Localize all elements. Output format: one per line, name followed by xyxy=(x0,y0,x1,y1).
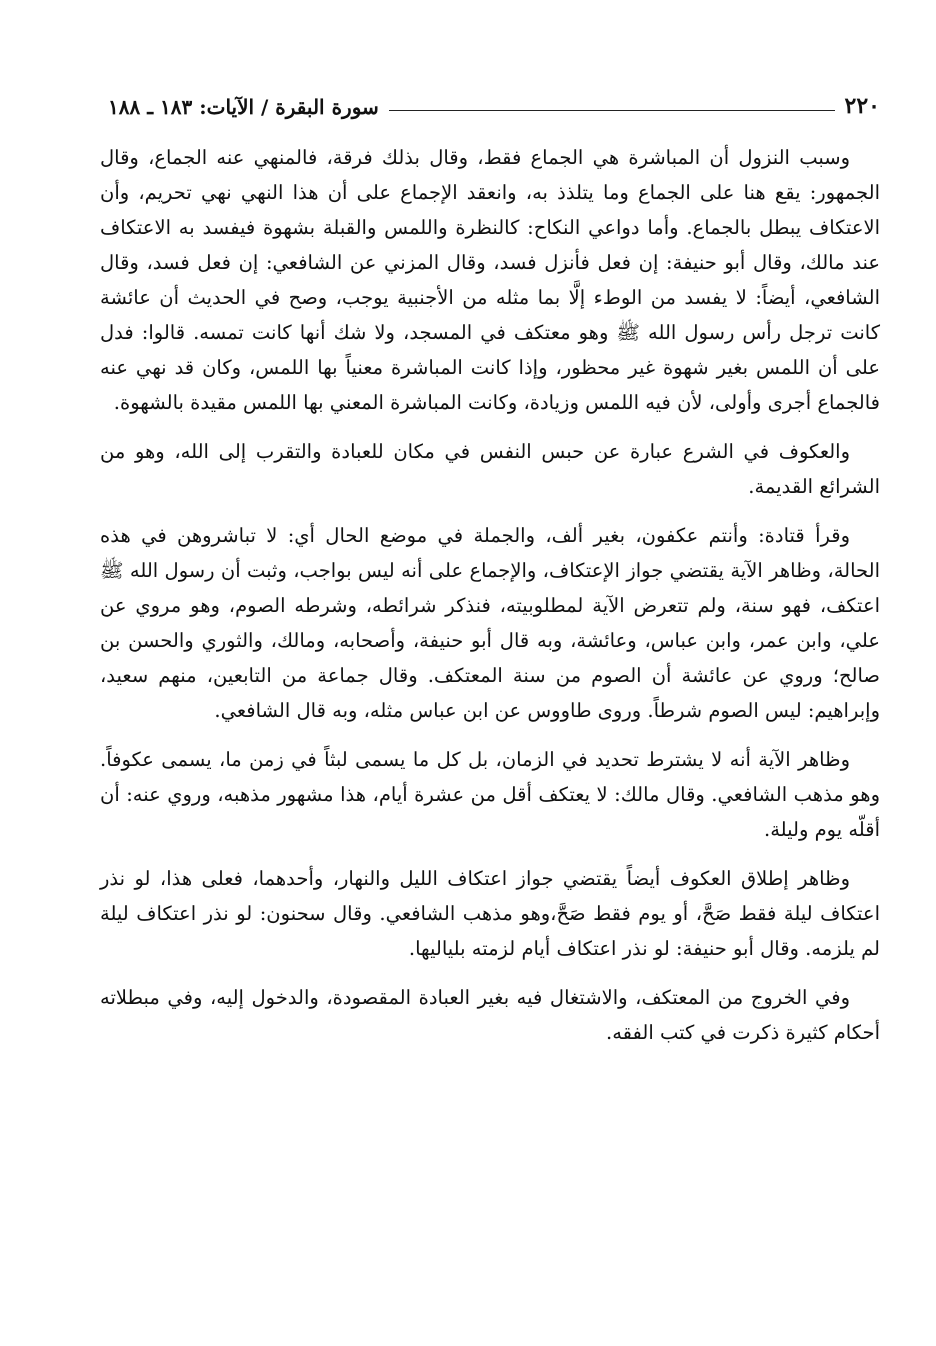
paragraph: والعكوف في الشرع عبارة عن حبس النفس في مكان للعبادة والتقرب إلى الله، وهو من الشرائع القديمة. xyxy=(100,440,880,498)
page-header xyxy=(100,85,880,119)
header-rule xyxy=(389,110,835,111)
running-title: سورة البقرة / الآيات: ١٨٣ ـ ١٨٨ xyxy=(108,95,379,119)
page-number: ٢٢٠ xyxy=(844,93,880,119)
paragraph: وظاهر إطلاق العكوف أيضاً يقتضي جواز اعتكاف الليل والنهار، وأحدهما، فعلى هذا، لو نذر اعتكاف ليلة فقط صَحَّ، أو يوم فقط صَحَّ،وهو مذهب الشافعي. وقال سحنون: لو نذر اعتكاف ليلة لم يلزمه. وقال أبو حنيفة: لو نذر اعتكاف أيام لزمته بلياليها. xyxy=(100,867,880,960)
paragraph: وظاهر الآية أنه لا يشترط تحديد في الزمان، بل كل ما يسمى لبثاً في زمن ما، يسمى عكوفاً. وهو مذهب الشافعي. وقال مالك: لا يعتكف أقل من عشرة أيام، هذا مشهور مذهبه، وروي عنه: أن أقلّه يوم وليلة. xyxy=(100,748,880,841)
paragraph: وقرأ قتادة: وأنتم عكفون، بغير ألف، والجملة في موضع الحال أي: لا تباشروهن في هذه الحالة، وظاهر الآية يقتضي جواز الإعتكاف، والإجماع على أنه ليس بواجب، وثبت أن رسول الله ﷺ اعتكف، فهو سنة، ولم تتعرض الآية لمطلوبيته، فنذكر شرائطه، وشرطه الصوم، وهو مروي عن علي، وابن عمر، وابن عباس، وعائشة، وبه قال أبو حنيفة، وأصحابه، ومالك، والثوري والحسن بن صالح؛ وروي عن عائشة أن الصوم من سنة المعتكف. وقال جماعة من التابعين، منهم سعيد، وإبراهيم: ليس الصوم شرطاً. وروى طاووس عن ابن عباس مثله، وبه قال الشافعي. xyxy=(100,524,880,722)
paragraph: وفي الخروج من المعتكف، والاشتغال فيه بغير العبادة المقصودة، والدخول إليه، وفي مبطلاته أحكام كثيرة ذكرت في كتب الفقه. xyxy=(100,986,880,1044)
paragraph: وسبب النزول أن المباشرة هي الجماع فقط، وقال بذلك فرقة، فالمنهي عنه الجماع، وقال الجمهور: يقع هنا على الجماع وما يتلذذ به، وانعقد الإجماع على أن هذا النهي نهي تحريم، وأن الاعتكاف يبطل بالجماع. وأما دواعي النكاح: كالنظرة واللمس والقبلة بشهوة فيفسد به الاعتكاف عند مالك، وقال أبو حنيفة: إن فعل فأنزل فسد، وقال المزني عن الشافعي: إن فعل فسد، وقال الشافعي، أيضاً: لا يفسد من الوطء إلَّا بما مثله من الأجنبية يوجب، وصح في الحديث أن عائشة كانت ترجل رأس رسول الله ﷺ وهو معتكف في المسجد، ولا شك أنها كانت تمسه. قالوا: فدل على أن اللمس بغير شهوة غير محظور، وإذا كانت المباشرة معنياً بها اللمس، وكان قد نهي عنه فالجماع أجرى وأولى، لأن فيه اللمس وزيادة، وكانت المباشرة المعني بها اللمس مقيدة بالشهوة. xyxy=(100,146,880,414)
page-body xyxy=(100,140,880,1064)
